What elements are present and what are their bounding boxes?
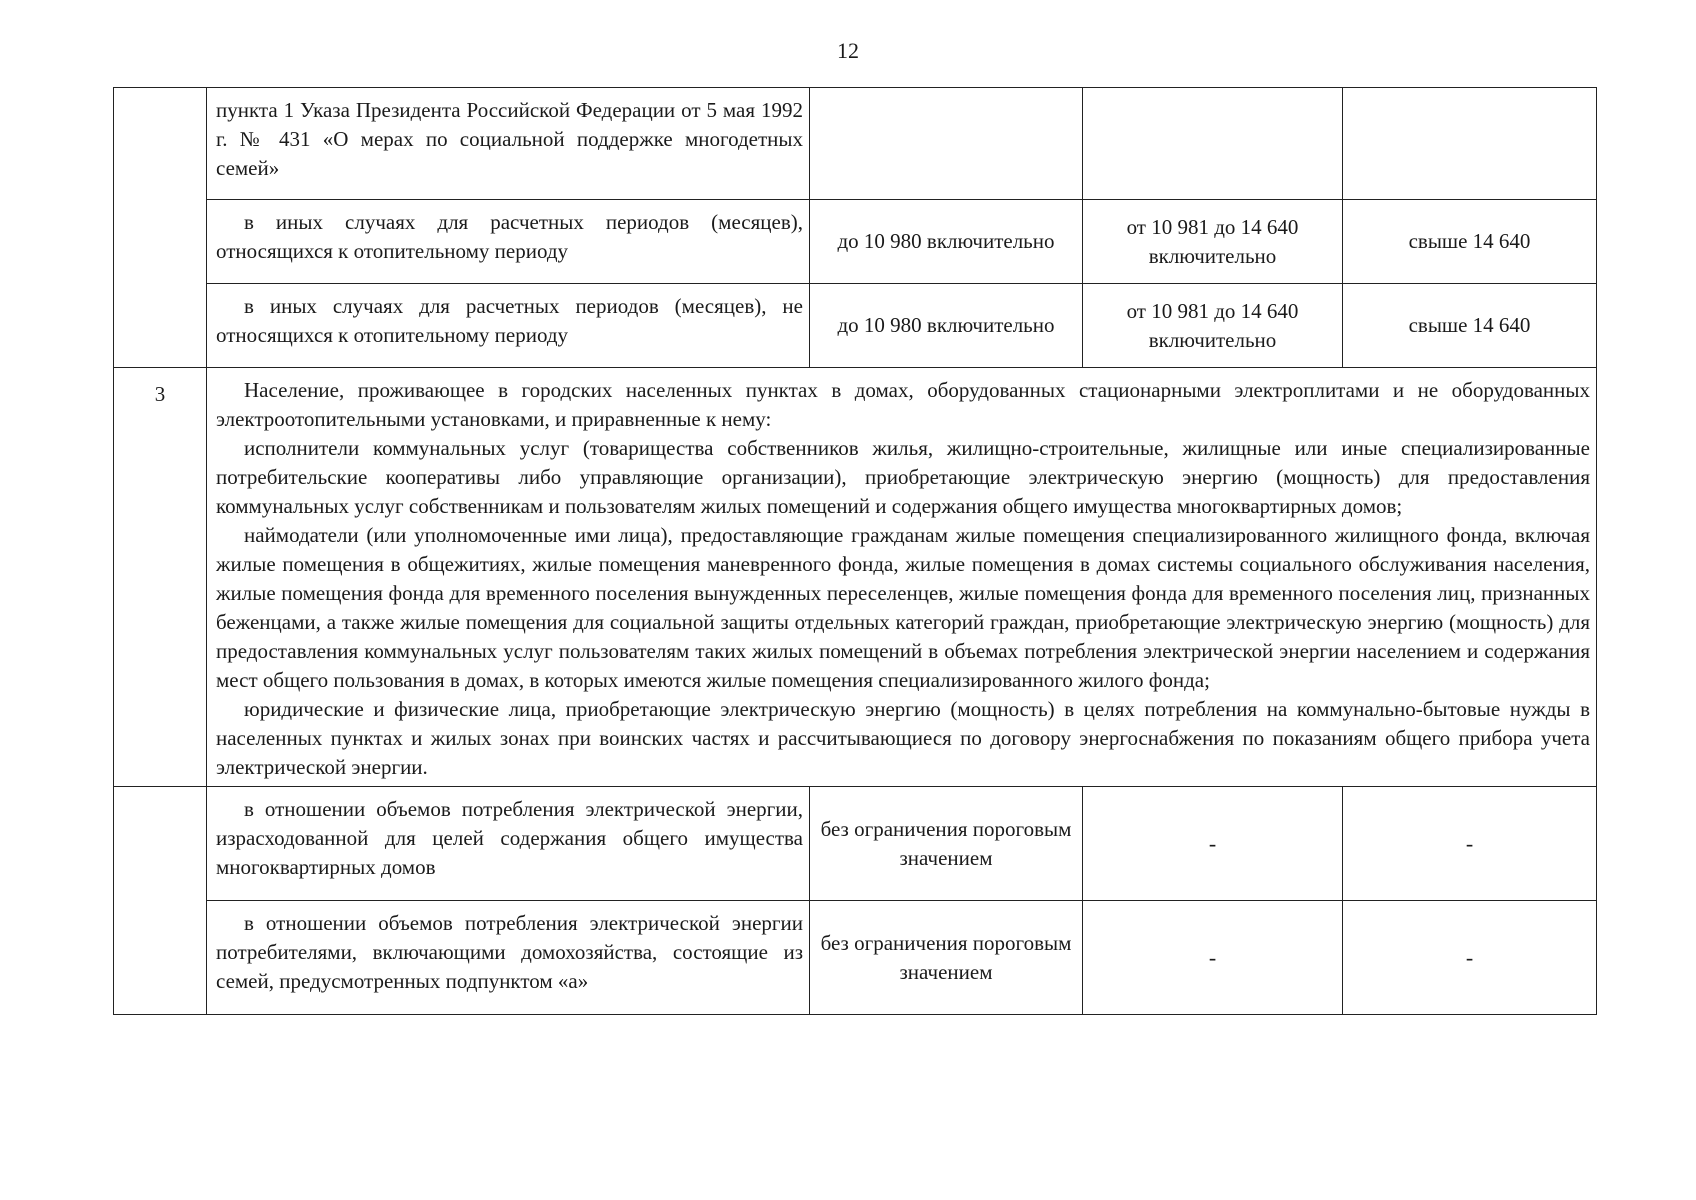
range-low-cell: до 10 980 включительно — [810, 200, 1083, 284]
table-row — [114, 200, 1597, 284]
table-row — [114, 88, 1597, 200]
tariff-table — [113, 87, 1597, 1015]
row-description: в отношении объемов потребления электрической энергии, израсходованной для целей содержания общего имущества многоквартирных домов — [207, 787, 810, 901]
section-paragraph: исполнители коммунальных услуг (товарищества собственников жилья, жилищно-строительные, жилищные или иные специализированные потребительские кооперативы либо управляющие организации), приобретающие электрическую энергию (мощность) для предоставления коммунальных услуг собственникам и пользователям жилых помещений и содержания общего имущества многоквартирных домов; — [216, 436, 1590, 518]
section-row — [114, 368, 1597, 787]
row-number-cell-empty — [114, 88, 207, 368]
row-description: в отношении объемов потребления электрической энергии потребителями, включающими домохозяйства, состоящие из семей, предусмотренных подпунктом «а» — [207, 901, 810, 1015]
section-paragraph: наймодатели (или уполномоченные ими лица), предоставляющие гражданам жилые помещения специализированного жилищного фонда, включая жилые помещения в общежитиях, жилые помещения маневренного фонда, жилые помещения в домах системы социального обслуживания населения, жилые помещения фонда для временного поселения вынужденных переселенцев, жилые помещения фонда для временного поселения лиц, признанных беженцами, а также жилые помещения для социальной защиты отдельных категорий граждан, приобретающие электрическую энергию (мощность) для предоставления коммунальных услуг пользователям таких жилых помещений в объемах потребления электрической энергии населением и содержания мест общего пользования в домах, в которых имеются жилые помещения специализированного жилого фонда; — [216, 523, 1590, 692]
section-paragraph: юридические и физические лица, приобретающие электрическую энергию (мощность) в целях потребления на коммунально-бытовые нужды в населенных пунктах и жилых зонах при воинских частях и рассчитывающиеся по договору энергоснабжения по показаниям общего прибора учета электрической энергии. — [216, 697, 1590, 779]
range-low-cell: без ограничения пороговым значением — [810, 901, 1083, 1015]
range-high-cell: свыше 14 640 — [1343, 284, 1597, 368]
section-description — [207, 368, 1597, 787]
table-row — [114, 901, 1597, 1015]
range-high-cell: свыше 14 640 — [1343, 200, 1597, 284]
table-row — [114, 787, 1597, 901]
range-high-cell — [1343, 88, 1597, 200]
range-mid-cell: от 10 981 до 14 640 включительно — [1083, 200, 1343, 284]
section-paragraph: Население, проживающее в городских населенных пунктах в домах, оборудованных стационарными электроплитами и не оборудованных электроотопительными установками, и приравненные к нему: — [216, 378, 1590, 431]
range-mid-cell: от 10 981 до 14 640 включительно — [1083, 284, 1343, 368]
table-row — [114, 284, 1597, 368]
range-low-cell: без ограничения пороговым значением — [810, 787, 1083, 901]
range-high-cell: - — [1343, 901, 1597, 1015]
range-high-cell: - — [1343, 787, 1597, 901]
range-mid-cell — [1083, 88, 1343, 200]
range-low-cell: до 10 980 включительно — [810, 284, 1083, 368]
range-mid-cell: - — [1083, 787, 1343, 901]
row-description: в иных случаях для расчетных периодов (месяцев), не относящихся к отопительному периоду — [207, 284, 810, 368]
range-low-cell — [810, 88, 1083, 200]
page-number: 12 — [837, 38, 859, 63]
range-mid-cell: - — [1083, 901, 1343, 1015]
section-number: 3 — [114, 368, 207, 787]
row-description: в иных случаях для расчетных периодов (месяцев), относящихся к отопительному периоду — [207, 200, 810, 284]
row-description: пункта 1 Указа Президента Российской Федерации от 5 мая 1992 г. № 431 «О мерах по социальной поддержке многодетных семей» — [207, 88, 810, 200]
row-number-cell-empty — [114, 787, 207, 1015]
